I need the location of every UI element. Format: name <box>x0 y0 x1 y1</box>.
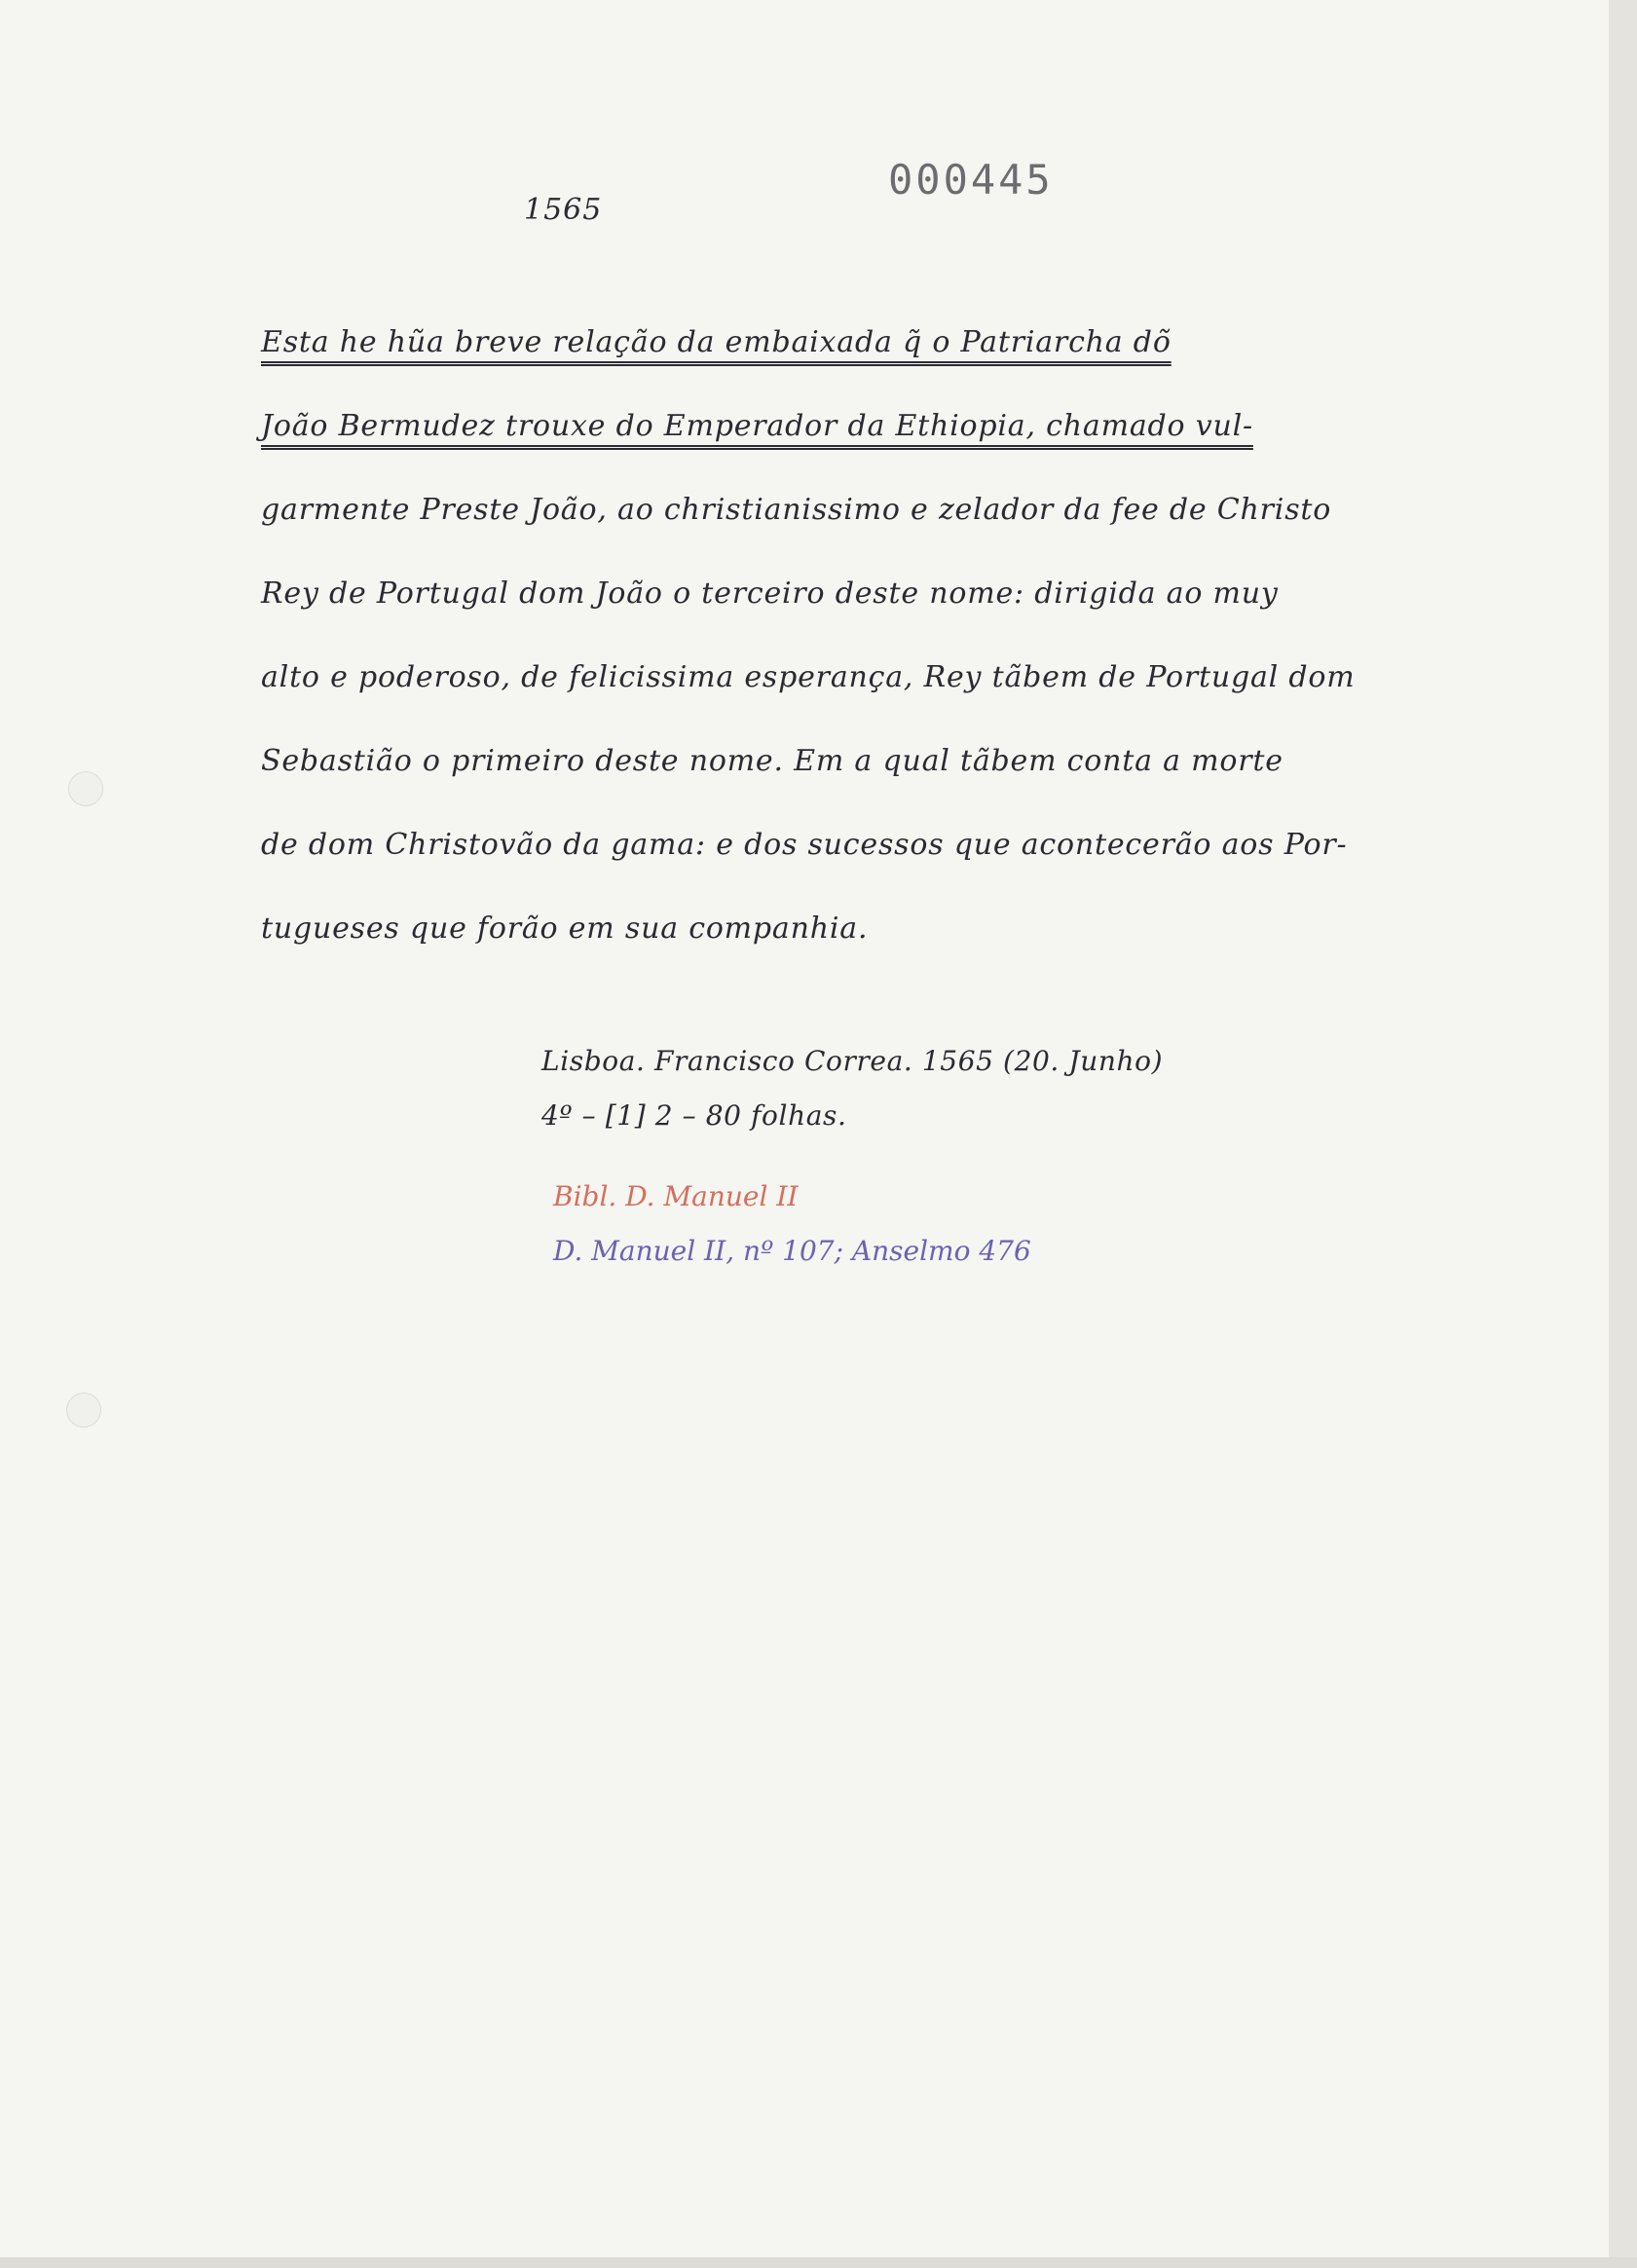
year-heading: 1565 <box>524 193 603 227</box>
punch-hole-upper <box>68 771 103 806</box>
title-line-4: Rey de Portugal dom João o terceiro deste nome: dirigida ao muy <box>261 576 1279 611</box>
title-line-5: alto e poderoso, de felicissima esperança, Rey tãbem de Portugal dom <box>261 660 1356 694</box>
title-line-2: João Bermudez trouxe do Emperador da Ethiopia, chamado vul- <box>261 409 1253 443</box>
title-line-6: Sebastião o primeiro deste nome. Em a qual tãbem conta a morte <box>261 744 1284 778</box>
title-line-3: garmente Preste João, ao christianissimo e zelador da fee de Christo <box>261 493 1332 527</box>
title-text <box>261 314 1469 984</box>
imprint-line-2: 4º – [1] 2 – 80 folhas. <box>541 1099 847 1132</box>
title-line-8: tugueses que forão em sua companhia. <box>261 911 869 946</box>
scan-edge-bottom <box>0 2257 1637 2268</box>
title-line-1: Esta he hũa breve relação da embaixada q̃ o Patriarcha dõ <box>261 325 1172 359</box>
title-line-7: de dom Christovão da gama: e dos sucessos que acontecerão aos Por- <box>261 828 1348 862</box>
punch-hole-lower <box>66 1393 101 1428</box>
scan-edge-right <box>1609 0 1637 2268</box>
imprint-line-1: Lisboa. Francisco Correa. 1565 (20. Junho) <box>541 1045 1164 1077</box>
imprint-block <box>541 1034 1163 1143</box>
stamp-number: 000445 <box>888 156 1054 204</box>
reference-note-blue: D. Manuel II, nº 107; Anselmo 476 <box>553 1235 1031 1267</box>
library-note-red: Bibl. D. Manuel II <box>553 1180 799 1212</box>
